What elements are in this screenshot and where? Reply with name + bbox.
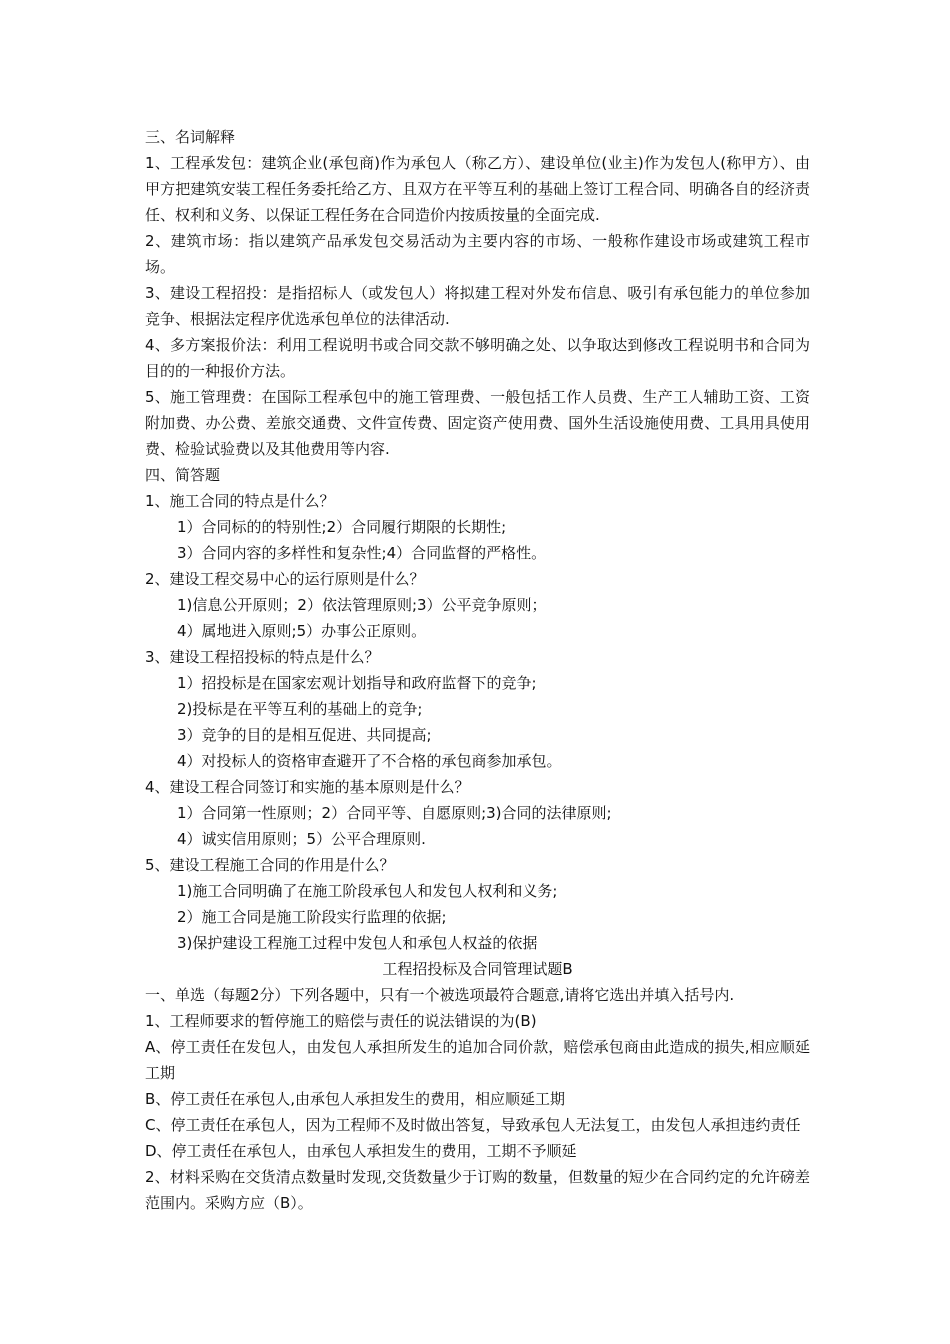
exam-q1-option-a: A、停工责任在发包人，由发包人承担所发生的追加合同价款，赔偿承包商由此造成的损失,相应顺延工期	[145, 1038, 810, 1082]
answer-1-2: 3）合同内容的多样性和复杂性;4）合同监督的严格性。	[177, 544, 547, 562]
answer-5-3: 3)保护建设工程施工过程中发包人和承包人权益的依据	[177, 934, 538, 952]
term-2: 2、建筑市场：指以建筑产品承发包交易活动为主要内容的市场、一般称作建设市场或建筑工程市场。	[145, 232, 810, 276]
answer-3-4: 4）对投标人的资格审查避开了不合格的承包商参加承包。	[177, 752, 562, 770]
exam-title: 工程招投标及合同管理试题B	[382, 960, 573, 978]
answer-3-1: 1）招投标是在国家宏观计划指导和政府监督下的竞争;	[177, 674, 537, 692]
answer-4-2: 4）诚实信用原则；5）公平合理原则.	[177, 830, 426, 848]
answer-3-3: 3）竞争的目的是相互促进、共同提高;	[177, 726, 432, 744]
term-3: 3、建设工程招投：是指招标人（或发包人）将拟建工程对外发布信息、吸引有承包能力的单位参加竞争、根据法定程序优选承包单位的法律活动.	[145, 284, 810, 328]
exam-q2-stem: 2、材料采购在交货清点数量时发现,交货数量少于订购的数量，但数量的短少在合同约定的允许磅差范围内。采购方应（B）。	[145, 1168, 810, 1212]
question-3: 3、建设工程招投标的特点是什么？	[145, 648, 380, 666]
question-4: 4、建设工程合同签订和实施的基本原则是什么？	[145, 778, 470, 796]
section3-heading: 三、名词解释	[145, 128, 236, 146]
term-5: 5、施工管理费：在国际工程承包中的施工管理费、一般包括工作人员费、生产工人辅助工资、工资附加费、办公费、差旅交通费、文件宣传费、固定资产使用费、国外生活设施使用费、工具用具使用费、检验试验费以及其他费用等内容.	[145, 388, 810, 458]
exam-q1-option-b: B、停工责任在承包人,由承包人承担发生的费用，相应顺延工期	[145, 1090, 566, 1108]
exam-q1-option-d: D、停工责任在承包人，由承包人承担发生的费用，工期不予顺延	[145, 1142, 577, 1160]
term-4: 4、多方案报价法：利用工程说明书或合同交款不够明确之处、以争取达到修改工程说明书和合同为目的的一种报价方法。	[145, 336, 810, 380]
answer-5-2: 2）施工合同是施工阶段实行监理的依据;	[177, 908, 447, 926]
exam-q1-option-c: C、停工责任在承包人，因为工程师不及时做出答复，导致承包人无法复工，由发包人承担违约责任	[145, 1116, 801, 1134]
question-5: 5、建设工程施工合同的作用是什么？	[145, 856, 395, 874]
document-page	[145, 124, 810, 1216]
answer-5-1: 1)施工合同明确了在施工阶段承包人和发包人权利和义务;	[177, 882, 558, 900]
exam-intro: 一、单选（每题2分）下列各题中，只有一个被选项最符合题意,请将它选出并填入括号内.	[145, 986, 735, 1004]
answer-2-1: 1)信息公开原则；2）依法管理原则;3）公平竞争原则；	[177, 596, 547, 614]
question-2: 2、建设工程交易中心的运行原则是什么？	[145, 570, 425, 588]
section4-heading: 四、简答题	[145, 466, 221, 484]
exam-q1-stem: 1、工程师要求的暂停施工的赔偿与责任的说法错误的为(B)	[145, 1012, 537, 1030]
answer-4-1: 1）合同第一性原则；2）合同平等、自愿原则;3)合同的法律原则;	[177, 804, 612, 822]
answer-1-1: 1）合同标的的特别性;2）合同履行期限的长期性;	[177, 518, 507, 536]
answer-2-2: 4）属地进入原则;5）办事公正原则。	[177, 622, 427, 640]
answer-3-2: 2)投标是在平等互利的基础上的竞争;	[177, 700, 423, 718]
term-1: 1、工程承发包：建筑企业(承包商)作为承包人（称乙方）、建设单位(业主)作为发包人(称甲方）、由甲方把建筑安装工程任务委托给乙方、且双方在平等互利的基础上签订工程合同、明确各自的经济责任、权利和义务、以保证工程任务在合同造价内按质按量的全面完成.	[145, 154, 810, 224]
question-1: 1、施工合同的特点是什么？	[145, 492, 335, 510]
